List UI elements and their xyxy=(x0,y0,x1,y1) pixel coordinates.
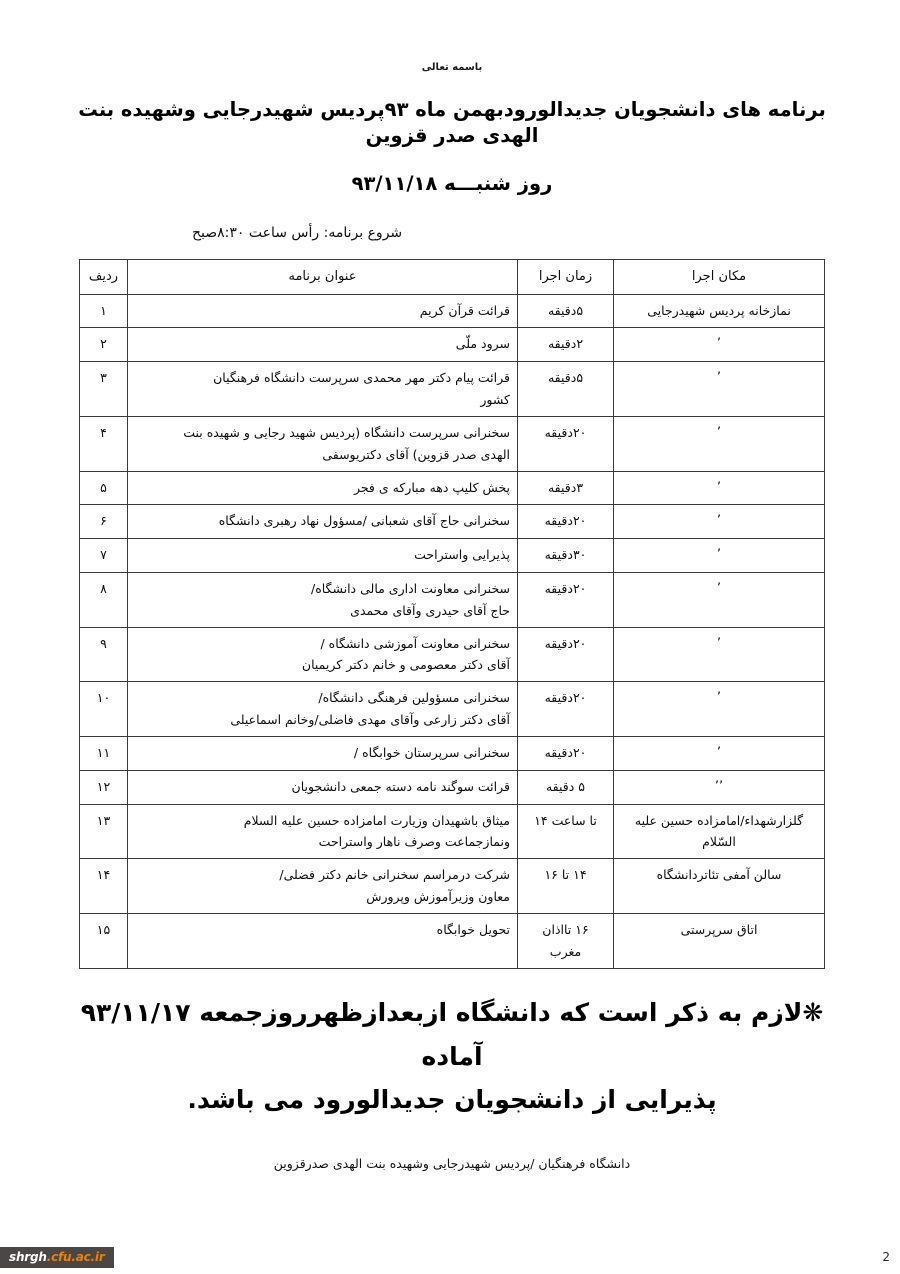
cell-text-line: ۱ xyxy=(100,303,107,319)
table-row xyxy=(80,471,825,505)
schedule-table xyxy=(79,259,825,969)
footer-organization: دانشگاه فرهنگیان /پردیس شهیدرجایی وشهیده بنت الهدی صدرقزوین xyxy=(273,1156,631,1171)
page-subtitle-date: روز شنبـــه ۹۳/۱۱/۱۸ xyxy=(351,171,553,195)
cell-text-line: قرائت قرآن کریم xyxy=(419,303,510,319)
cell-text-line: پخش کلیپ دهه مبارکه ی فجر xyxy=(353,479,510,495)
cell-text-line: ۳۰دقیقه xyxy=(544,547,587,562)
table-row xyxy=(80,682,825,737)
table-row xyxy=(80,572,825,627)
table-row xyxy=(80,416,825,471)
cell-text-line: آقای دکتر زارعی وآقای مهدی فاضلی/وخانم اسماعیلی xyxy=(230,712,510,728)
cell-text-line: ۶ xyxy=(100,513,107,529)
cell-text-line: قرائت پیام دکتر مهر محمدی سرپرست دانشگاه فرهنگیان xyxy=(213,370,510,385)
table-row xyxy=(80,328,825,362)
basmala-heading: باسمه تعالی xyxy=(421,62,483,73)
cell-program-title xyxy=(128,416,518,471)
page-number: 2 xyxy=(882,1250,890,1264)
cell-location xyxy=(614,328,825,362)
cell-row-number xyxy=(80,362,128,417)
cell-row-number xyxy=(80,539,128,573)
table-row xyxy=(80,627,825,682)
cell-duration xyxy=(518,627,614,682)
cell-program-title xyxy=(128,295,518,328)
cell-text-line: ۱۳ xyxy=(96,812,111,828)
cell-duration xyxy=(518,737,614,771)
cell-text-line: اتاق سرپرستی xyxy=(680,922,758,937)
table-row xyxy=(80,362,825,417)
cell-duration xyxy=(518,295,614,328)
cell-location xyxy=(614,572,825,627)
column-header-row-number: ردیف xyxy=(80,259,128,295)
site-url-domain: .cfu.ac.ir xyxy=(46,1250,105,1264)
cell-text-line: ۸ xyxy=(100,580,107,596)
cell-text-line: ۵دقیقه xyxy=(547,303,584,319)
cell-text-line: قرائت سوگند نامه دسته جمعی دانشجویان xyxy=(291,778,510,794)
cell-text-line: ۵ دقیقه xyxy=(545,778,586,794)
important-notice-line-1: ❋لازم به ذکر است که دانشگاه ازبعدازظهرروزجمعه ۹۳/۱۱/۱۷ آماده xyxy=(80,997,824,1071)
cell-row-number xyxy=(80,914,128,969)
cell-duration xyxy=(518,770,614,804)
cell-text-line: ٬ xyxy=(716,424,722,440)
cell-duration xyxy=(518,328,614,362)
cell-row-number xyxy=(80,627,128,682)
cell-text-line: ٬٬ xyxy=(714,778,724,794)
cell-program-title xyxy=(128,770,518,804)
cell-location xyxy=(614,859,825,914)
cell-text-line: ٬ xyxy=(716,690,722,706)
cell-text-line: تا ساعت ۱۴ xyxy=(534,812,597,828)
cell-text-line: ۱۲ xyxy=(96,778,111,794)
cell-program-title xyxy=(128,471,518,505)
cell-text-line: حاج آقای حیدری وآقای محمدی xyxy=(350,602,510,618)
cell-location xyxy=(614,682,825,737)
cell-duration xyxy=(518,572,614,627)
cell-row-number xyxy=(80,804,128,859)
cell-text-line: کشور xyxy=(480,391,510,407)
table-row xyxy=(80,539,825,573)
cell-duration xyxy=(518,914,614,969)
cell-text-line: ۴ xyxy=(100,424,107,440)
cell-row-number xyxy=(80,505,128,539)
cell-row-number xyxy=(80,859,128,914)
table-row xyxy=(80,295,825,328)
cell-text-line: ۲دقیقه xyxy=(547,336,584,352)
cell-text-line: سالن آمفی تئاتردانشگاه xyxy=(656,867,782,883)
cell-text-line: پذیرایی واستراحت xyxy=(414,547,510,562)
cell-text-line: معاون وزیرآموزش وپرورش xyxy=(366,889,510,905)
site-url-prefix: shrgh xyxy=(9,1250,47,1264)
cell-text-line: ۷ xyxy=(100,547,107,562)
cell-program-title xyxy=(128,362,518,417)
cell-text-line: ۳ xyxy=(100,370,107,385)
column-header-location: مکان اجرا xyxy=(614,259,825,295)
cell-text-line: ۵ xyxy=(100,479,107,495)
cell-text-line: ۲۰دقیقه xyxy=(544,745,587,760)
cell-location xyxy=(614,804,825,859)
cell-location xyxy=(614,627,825,682)
cell-location xyxy=(614,505,825,539)
start-time-note: شروع برنامه: رأس ساعت ۸:۳۰صبح xyxy=(192,224,403,241)
cell-text-line: ۱۶ تااذان xyxy=(542,922,589,937)
cell-text-line: ٬ xyxy=(716,370,722,385)
cell-location xyxy=(614,770,825,804)
cell-row-number xyxy=(80,328,128,362)
cell-text-line: سخنرانی معاونت آموزشی دانشگاه / xyxy=(320,635,510,651)
cell-row-number xyxy=(80,770,128,804)
document-page xyxy=(62,52,842,1212)
cell-text-line: آقای دکتر معصومی و خانم دکتر کریمیان xyxy=(301,657,510,673)
cell-text-line: ونمازجماعت وصرف ناهار واستراحت xyxy=(318,834,510,850)
cell-duration xyxy=(518,804,614,859)
cell-text-line: ۲۰دقیقه xyxy=(544,580,587,596)
cell-text-line: ۹ xyxy=(100,635,107,651)
important-notice xyxy=(62,991,842,1122)
cell-text-line: ۱۱ xyxy=(96,745,111,760)
cell-program-title xyxy=(128,627,518,682)
cell-duration xyxy=(518,416,614,471)
cell-text-line: ۲ xyxy=(100,336,107,352)
cell-text-line: ۲۰دقیقه xyxy=(544,424,587,440)
cell-text-line: ۲۰دقیقه xyxy=(544,513,587,529)
cell-location xyxy=(614,295,825,328)
cell-program-title xyxy=(128,682,518,737)
cell-program-title xyxy=(128,804,518,859)
schedule-table-body xyxy=(80,295,825,968)
cell-text-line: سرود ملّی xyxy=(455,336,510,352)
cell-text-line: ۱۰ xyxy=(96,690,111,706)
cell-duration xyxy=(518,505,614,539)
table-header-row xyxy=(80,259,825,295)
cell-location xyxy=(614,914,825,969)
table-row xyxy=(80,914,825,969)
table-row xyxy=(80,859,825,914)
cell-text-line: سخنرانی حاج آقای شعبانی /مسؤول نهاد رهبری دانشگاه xyxy=(218,513,510,529)
cell-program-title xyxy=(128,539,518,573)
cell-row-number xyxy=(80,295,128,328)
cell-text-line: سخنرانی مسؤولین فرهنگی دانشگاه/ xyxy=(318,690,510,706)
cell-text-line: ٬ xyxy=(716,635,722,651)
cell-program-title xyxy=(128,328,518,362)
cell-location xyxy=(614,416,825,471)
cell-text-line: الهدی صدر قزوین) آقای دکتریوسفی xyxy=(322,446,510,462)
cell-text-line: ٬ xyxy=(716,479,722,495)
cell-text-line: ۱۵ xyxy=(96,922,111,937)
cell-text-line: سخنرانی سرپرست دانشگاه (پردیس شهید رجایی و شهیده بنت xyxy=(183,424,510,440)
cell-text-line: ٬ xyxy=(716,336,722,352)
cell-text-line: تحویل خوابگاه xyxy=(436,922,510,937)
cell-text-line: ٬ xyxy=(716,745,722,760)
cell-text-line: نمازخانه پردیس شهیدرجایی xyxy=(647,303,791,319)
table-row xyxy=(80,505,825,539)
cell-text-line: ٬ xyxy=(716,580,722,596)
cell-duration xyxy=(518,471,614,505)
cell-text-line: ۲۰دقیقه xyxy=(544,690,587,706)
cell-location xyxy=(614,539,825,573)
table-row xyxy=(80,770,825,804)
cell-text-line: ۵دقیقه xyxy=(547,370,584,385)
site-url-badge[interactable] xyxy=(0,1247,114,1268)
cell-program-title xyxy=(128,737,518,771)
cell-row-number xyxy=(80,471,128,505)
table-row xyxy=(80,804,825,859)
cell-text-line: مغرب xyxy=(549,943,582,959)
cell-location xyxy=(614,737,825,771)
cell-row-number xyxy=(80,682,128,737)
cell-text-line: ۱۴ تا ۱۶ xyxy=(544,867,587,883)
cell-row-number xyxy=(80,572,128,627)
column-header-program-title: عنوان برنامه xyxy=(128,259,518,295)
cell-duration xyxy=(518,859,614,914)
cell-text-line: میثاق باشهیدان وزیارت امامزاده حسین علیه السلام xyxy=(243,812,510,828)
important-notice-line-2: پذیرایی از دانشجویان جدیدالورود می باشد. xyxy=(187,1085,717,1115)
cell-duration xyxy=(518,362,614,417)
cell-location xyxy=(614,362,825,417)
table-row xyxy=(80,737,825,771)
cell-row-number xyxy=(80,416,128,471)
cell-text-line: سخنرانی معاونت اداری مالی دانشگاه/ xyxy=(310,580,510,596)
cell-row-number xyxy=(80,737,128,771)
cell-text-line: گلزارشهداء/امامزاده حسین علیه xyxy=(634,812,804,828)
cell-program-title xyxy=(128,859,518,914)
page-title: برنامه های دانشجویان جدیدالورودبهمن ماه ۹۳پردیس شهیدرجایی وشهیده بنت الهدی صدر قزوین xyxy=(78,98,826,148)
cell-text-line: ٬ xyxy=(716,513,722,529)
cell-duration xyxy=(518,682,614,737)
cell-text-line: ۳دقیقه xyxy=(547,479,584,495)
cell-text-line: ۱۴ xyxy=(96,867,111,883)
cell-program-title xyxy=(128,914,518,969)
cell-program-title xyxy=(128,505,518,539)
cell-text-line: شرکت درمراسم سخنرانی خانم دکتر فضلی/ xyxy=(279,867,510,883)
column-header-duration: زمان اجرا xyxy=(518,259,614,295)
cell-program-title xyxy=(128,572,518,627)
cell-text-line: سخنرانی سرپرستان خوابگاه / xyxy=(353,745,510,760)
cell-text-line: ۲۰دقیقه xyxy=(544,635,587,651)
cell-text-line: ٬ xyxy=(716,547,722,562)
cell-location xyxy=(614,471,825,505)
cell-duration xyxy=(518,539,614,573)
cell-text-line: السّلام xyxy=(702,834,736,850)
